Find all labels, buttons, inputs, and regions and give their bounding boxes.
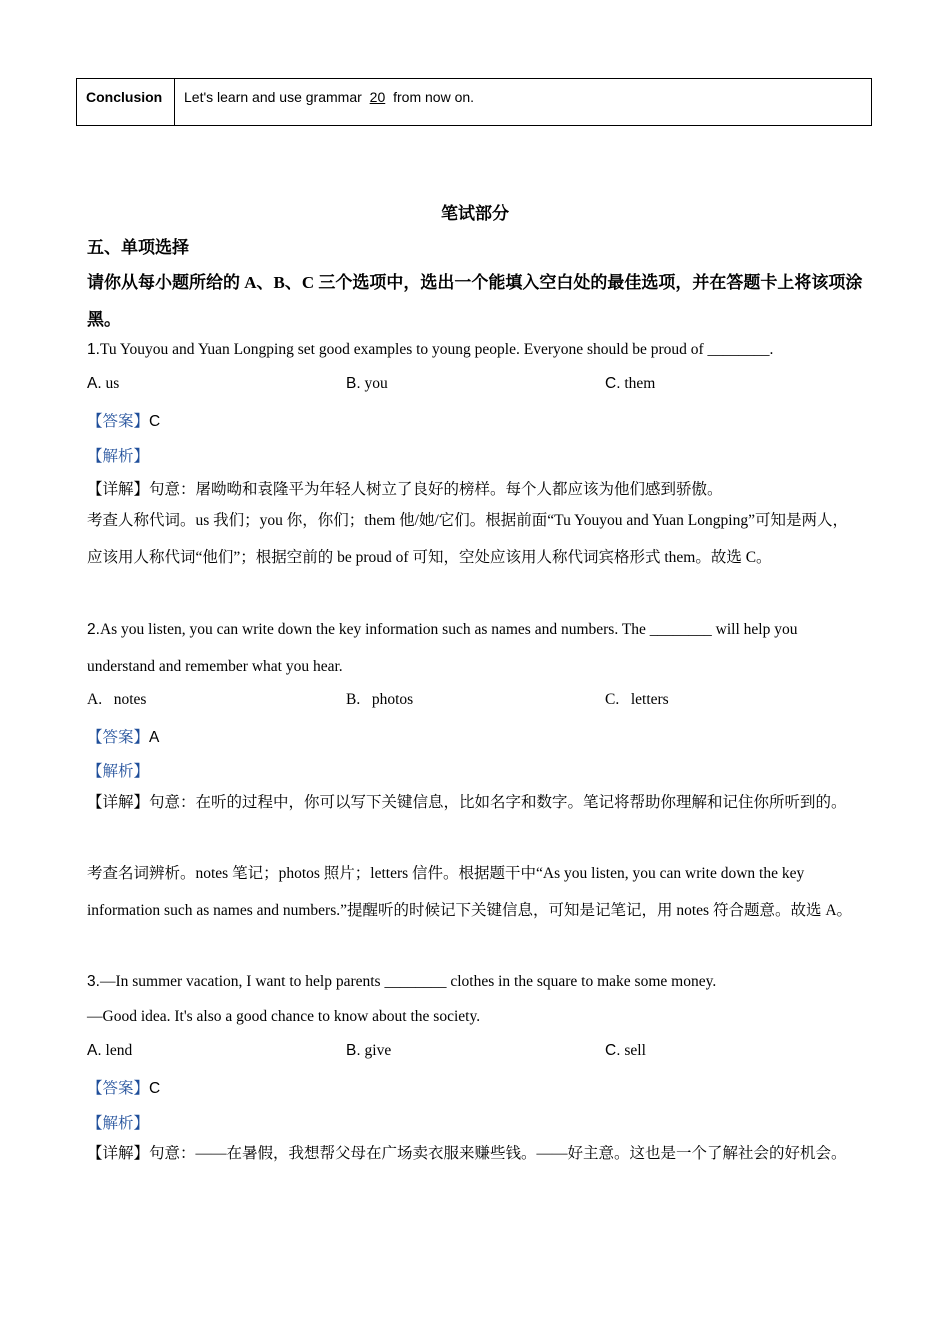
- question-1-detail: 【详解】句意：屠呦呦和袁隆平为年轻人树立了良好的榜样。每个人都应该为他们感到骄傲。: [87, 481, 723, 498]
- question-1-option-c: C. them: [605, 375, 656, 392]
- part-heading: 五、单项选择: [87, 238, 189, 257]
- conclusion-text-before: Let's learn and use grammar: [184, 89, 362, 105]
- question-3-option-b: B. give: [346, 1042, 392, 1059]
- conclusion-blank: 20: [369, 89, 386, 105]
- question-2-explanation: 考查名词辨析。notes 笔记；photos 照片；letters 信件。根据题干中“As you listen, you can write down the key information such as names and numbers.”提醒听的时候记下关键信息，可知是记笔记，用 notes 符合题意。故选 A。: [87, 865, 853, 919]
- question-1-analysis-label: 【解析】: [87, 448, 150, 465]
- question-1-answer: 【答案】C: [87, 413, 161, 430]
- question-3-stem-reply: —Good idea. It's also a good chance to know about the society.: [87, 1008, 481, 1025]
- question-2-option-c: C. letters: [605, 691, 669, 708]
- question-2-option-b: B. photos: [346, 691, 414, 708]
- section-title: 笔试部分: [441, 204, 509, 223]
- question-2-answer: 【答案】A: [87, 729, 160, 746]
- question-1-stem: [87, 341, 773, 359]
- question-1-number: 1.: [87, 341, 100, 358]
- question-3-detail: 【详解】句意：——在暑假，我想帮父母在广场卖衣服来赚些钱。——好主意。这也是一个了解社会的好机会。: [87, 1145, 847, 1162]
- question-2-number: 2.: [87, 621, 100, 638]
- question-3-stem: [87, 973, 716, 991]
- question-1-explanation: 考查人称代词。us 我们；you 你，你们；them 他/她/它们。根据前面“Tu Youyou and Yuan Longping”可知是两人，应该用人称代词“他们”；根据空前的 be proud of 可知，空处应该用人称代词宾格形式 them。故选 C。: [87, 512, 848, 566]
- question-3-answer: 【答案】C: [87, 1080, 161, 1097]
- question-3-text: —In summer vacation, I want to help parents ________ clothes in the square to make some money.: [99, 973, 717, 990]
- question-2-option-a: A. notes: [87, 691, 147, 708]
- conclusion-text-after: from now on.: [393, 89, 475, 105]
- question-3-option-a: A. lend: [87, 1042, 133, 1059]
- question-1-option-b: B. you: [346, 375, 388, 392]
- question-2-text: As you listen, you can write down the key information such as names and numbers. The ________ will help you understand and remember what you hear.: [87, 621, 798, 675]
- conclusion-table: [76, 78, 872, 126]
- question-1-option-a: A. us: [87, 375, 120, 392]
- instructions: 请你从每小题所给的 A、B、C 三个选项中，选出一个能填入空白处的最佳选项，并在答题卡上将该项涂黑。: [87, 273, 863, 329]
- conclusion-text: [175, 79, 872, 126]
- conclusion-label: Conclusion: [77, 79, 175, 126]
- question-3-analysis-label: 【解析】: [87, 1115, 150, 1132]
- question-2-detail: 【详解】句意：在听的过程中，你可以写下关键信息，比如名字和数字。笔记将帮助你理解和记住你所听到的。: [87, 794, 847, 811]
- question-2-stem: [87, 611, 863, 685]
- question-1-text: Tu Youyou and Yuan Longping set good examples to young people. Everyone should be proud of ________.: [99, 341, 774, 358]
- question-3-number: 3.: [87, 973, 100, 990]
- question-3-option-c: C. sell: [605, 1042, 646, 1059]
- question-2-analysis-label: 【解析】: [87, 763, 150, 780]
